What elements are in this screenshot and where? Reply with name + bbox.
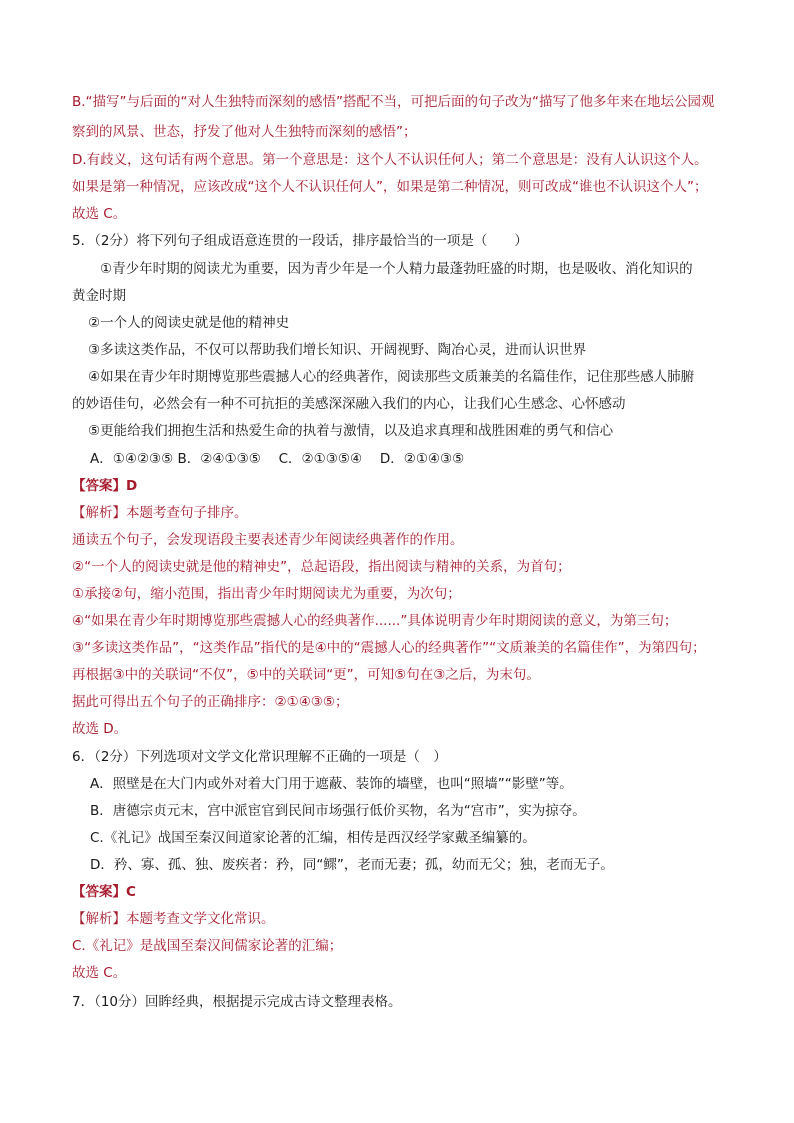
q5-sentence-4-line-1: ④如果在青少年时期博览那些震撼人心的经典著作，阅读那些文质兼美的名篇佳作，记住那些感人肺腑 (88, 369, 695, 385)
q6-option-b: B．唐德宗贞元末，宫中派宦官到民间市场强行低价买物，名为“宫市”，实为掠夺。 (90, 803, 586, 819)
q6-option-c: C.《礼记》战国至秦汉间道家论著的汇编，相传是西汉经学家戴圣编纂的。 (90, 830, 536, 846)
q5-analysis-line-4: ④“如果在青少年时期博览那些震撼人心的经典著作......”具体说明青少年时期阅读的意义，为第三句； (72, 613, 678, 629)
question-7-stem: 7．（10分）回眸经典，根据提示完成古诗文整理表格。 (72, 994, 402, 1010)
q5-analysis-line-6: 再根据③中的关联词“不仅”，⑤中的关联词“更”，可知⑤句在③之后，为末句。 (72, 667, 540, 683)
q5-analysis-title: 【解析】本题考查句子排序。 (72, 505, 248, 521)
q5-sentence-5: ⑤更能给我们拥抱生活和热爱生命的执着与激情，以及追求真理和战胜困难的勇气和信心 (88, 423, 614, 439)
analysis-b-line-1: B.“描写”与后面的“对人生独特而深刻的感悟”搭配不当，可把后面的句子改为“描写了他多年来在地坛公园观 (72, 94, 715, 110)
q5-analysis-line-1: 通读五个句子，会发现语段主要表述青少年阅读经典著作的作用。 (72, 532, 464, 548)
q6-option-d: D．矜、寡、孤、独、废疾者：矜，同“鳏”，老而无妻；孤，幼而无父；独，老而无子。 (90, 857, 614, 873)
question-5-stem: 5．（2分）将下列句子组成语意连贯的一段话，排序最恰当的一项是（ ） (72, 233, 528, 249)
q5-choice: 故选 D。 (72, 721, 128, 737)
analysis-d-line-2: 如果是第一种情况，应该改成“这个人不认识任何人”，如果是第二种情况，则可改成“谁也不认识这个人”； (72, 179, 708, 195)
q6-analysis-title: 【解析】本题考查文学文化常识。 (72, 911, 275, 927)
q5-analysis-line-3: ①承接②句，缩小范围，指出青少年时期阅读尤为重要，为次句； (72, 586, 461, 602)
q6-choice: 故选 C。 (72, 965, 127, 981)
analysis-d-line-1: D.有歧义，这句话有两个意思。第一个意思是：这个人不认识任何人；第二个意思是：没有人认识这个人。 (72, 152, 708, 168)
q6-option-a: A．照壁是在大门内或外对着大门用于遮蔽、装饰的墙壁，也叫“照墙”“影壁”等。 (90, 776, 573, 792)
q5-answer: 【答案】D (72, 478, 138, 494)
q5-sentence-1-line-1: ①青少年时期的阅读尤为重要，因为青少年是一个人精力最蓬勃旺盛的时期，也是吸收、消化知识的 (100, 261, 693, 277)
q5-analysis-line-7: 据此可得出五个句子的正确排序：②①④③⑤； (72, 694, 349, 710)
question-6-stem: 6．（2分）下列选项对文学文化常识理解不正确的一项是（ ） (72, 749, 447, 765)
q5-sentence-2: ②一个人的阅读史就是他的精神史 (88, 315, 290, 331)
q6-answer: 【答案】C (72, 884, 136, 900)
q5-sentence-3: ③多读这类作品，不仅可以帮助我们增长知识、开阔视野、陶冶心灵，进而认识世界 (88, 342, 587, 358)
q5-analysis-line-5: ③“多读这类作品”，“这类作品”指代的是④中的“震撼人心的经典著作”“文质兼美的名篇佳作”，为第四句； (72, 640, 706, 656)
q5-sentence-4-line-2: 的妙语佳句，必然会有一种不可抗拒的美感深深融入我们的内心，让我们心生感念、心怀感动 (72, 396, 626, 412)
q6-analysis-line-1: C.《礼记》是战国至秦汉间儒家论著的汇编； (72, 938, 343, 954)
q5-analysis-line-2: ②“一个人的阅读史就是他的精神史”，总起语段，指出阅读与精神的关系，为首句； (72, 559, 571, 575)
q5-options: A．①④②③⑤ B．②④①③⑤ C．②①③⑤④ D．②①④③⑤ (90, 451, 465, 467)
q5-sentence-1-line-2: 黄金时期 (72, 288, 126, 304)
analysis-b-line-2: 察到的风景、世态，抒发了他对人生独特而深刻的感悟”； (72, 124, 417, 140)
answer-choice-c: 故选 C。 (72, 206, 127, 222)
